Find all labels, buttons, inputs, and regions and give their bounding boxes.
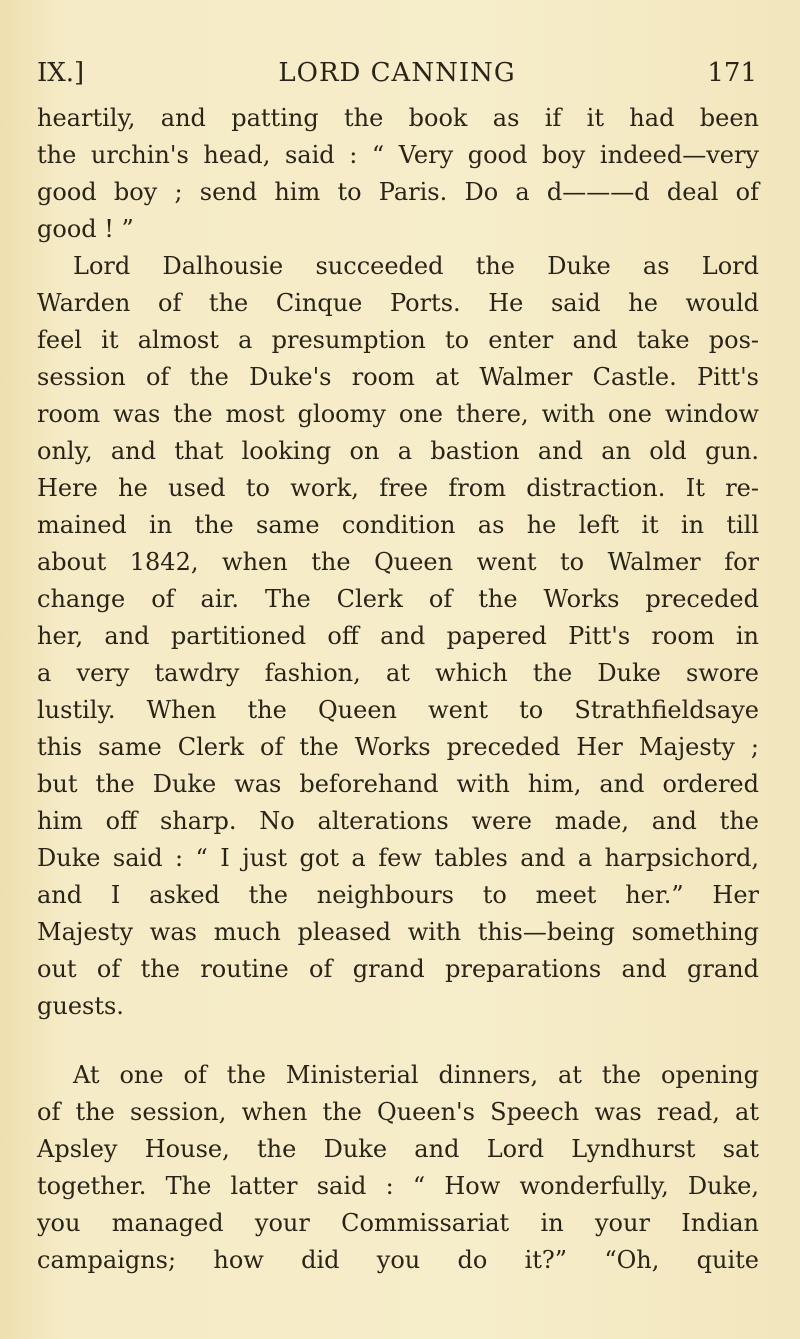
text-line: session of the Duke's room at Walmer Castle. Pitt's <box>37 363 759 391</box>
text-line: good ! ” <box>37 215 134 243</box>
text-line: guests. <box>37 992 124 1020</box>
text-line: of the session, when the Queen's Speech was read, at <box>37 1098 759 1126</box>
text-line: the urchin's head, said : “ Very good boy indeed—very <box>37 141 759 169</box>
text-line: feel it almost a presumption to enter and take pos- <box>37 326 759 354</box>
text-line: Apsley House, the Duke and Lord Lyndhurst sat <box>37 1135 759 1163</box>
text-line: together. The latter said : “ How wonderfully, Duke, <box>37 1172 759 1200</box>
text-line: mained in the same condition as he left it in till <box>37 511 759 539</box>
text-line: Duke said : “ I just got a few tables and a harpsichord, <box>37 844 759 872</box>
page-number: 171 <box>707 58 757 88</box>
text-line: and I asked the neighbours to meet her.” Her <box>37 881 759 909</box>
text-line: only, and that looking on a bastion and an old gun. <box>37 437 759 465</box>
text-line: Warden of the Cinque Ports. He said he would <box>37 289 759 317</box>
page-body <box>37 100 759 1279</box>
paragraph-start-line: At one of the Ministerial dinners, at the opening <box>73 1061 759 1089</box>
text-line: room was the most gloomy one there, with one window <box>37 400 759 428</box>
text-line: good boy ; send him to Paris. Do a d———d deal of <box>37 178 759 206</box>
text-line: you managed your Commissariat in your Indian <box>37 1209 759 1237</box>
text-line: him off sharp. No alterations were made, and the <box>37 807 759 835</box>
text-line: out of the routine of grand preparations and grand <box>37 955 759 983</box>
text-line: this same Clerk of the Works preceded Her Majesty ; <box>37 733 759 761</box>
running-title: LORD CANNING <box>278 58 516 88</box>
text-line: but the Duke was beforehand with him, and ordered <box>37 770 759 798</box>
paragraph-gap <box>37 1025 759 1057</box>
text-line: lustily. When the Queen went to Strathfieldsaye <box>37 696 759 724</box>
text-line: heartily, and patting the book as if it had been <box>37 104 759 132</box>
text-line: Here he used to work, free from distraction. It re- <box>37 474 759 502</box>
text-line: campaigns; how did you do it?” “Oh, quite <box>37 1246 759 1274</box>
paragraph-start-line: Lord Dalhousie succeeded the Duke as Lord <box>73 252 759 280</box>
text-line: about 1842, when the Queen went to Walmer for <box>37 548 759 576</box>
running-header <box>37 58 757 92</box>
text-line: a very tawdry fashion, at which the Duke swore <box>37 659 759 687</box>
text-line: Majesty was much pleased with this—being something <box>37 918 759 946</box>
text-line: her, and partitioned off and papered Pitt's room in <box>37 622 759 650</box>
chapter-marker: IX.] <box>37 58 85 88</box>
text-line: change of air. The Clerk of the Works preceded <box>37 585 759 613</box>
